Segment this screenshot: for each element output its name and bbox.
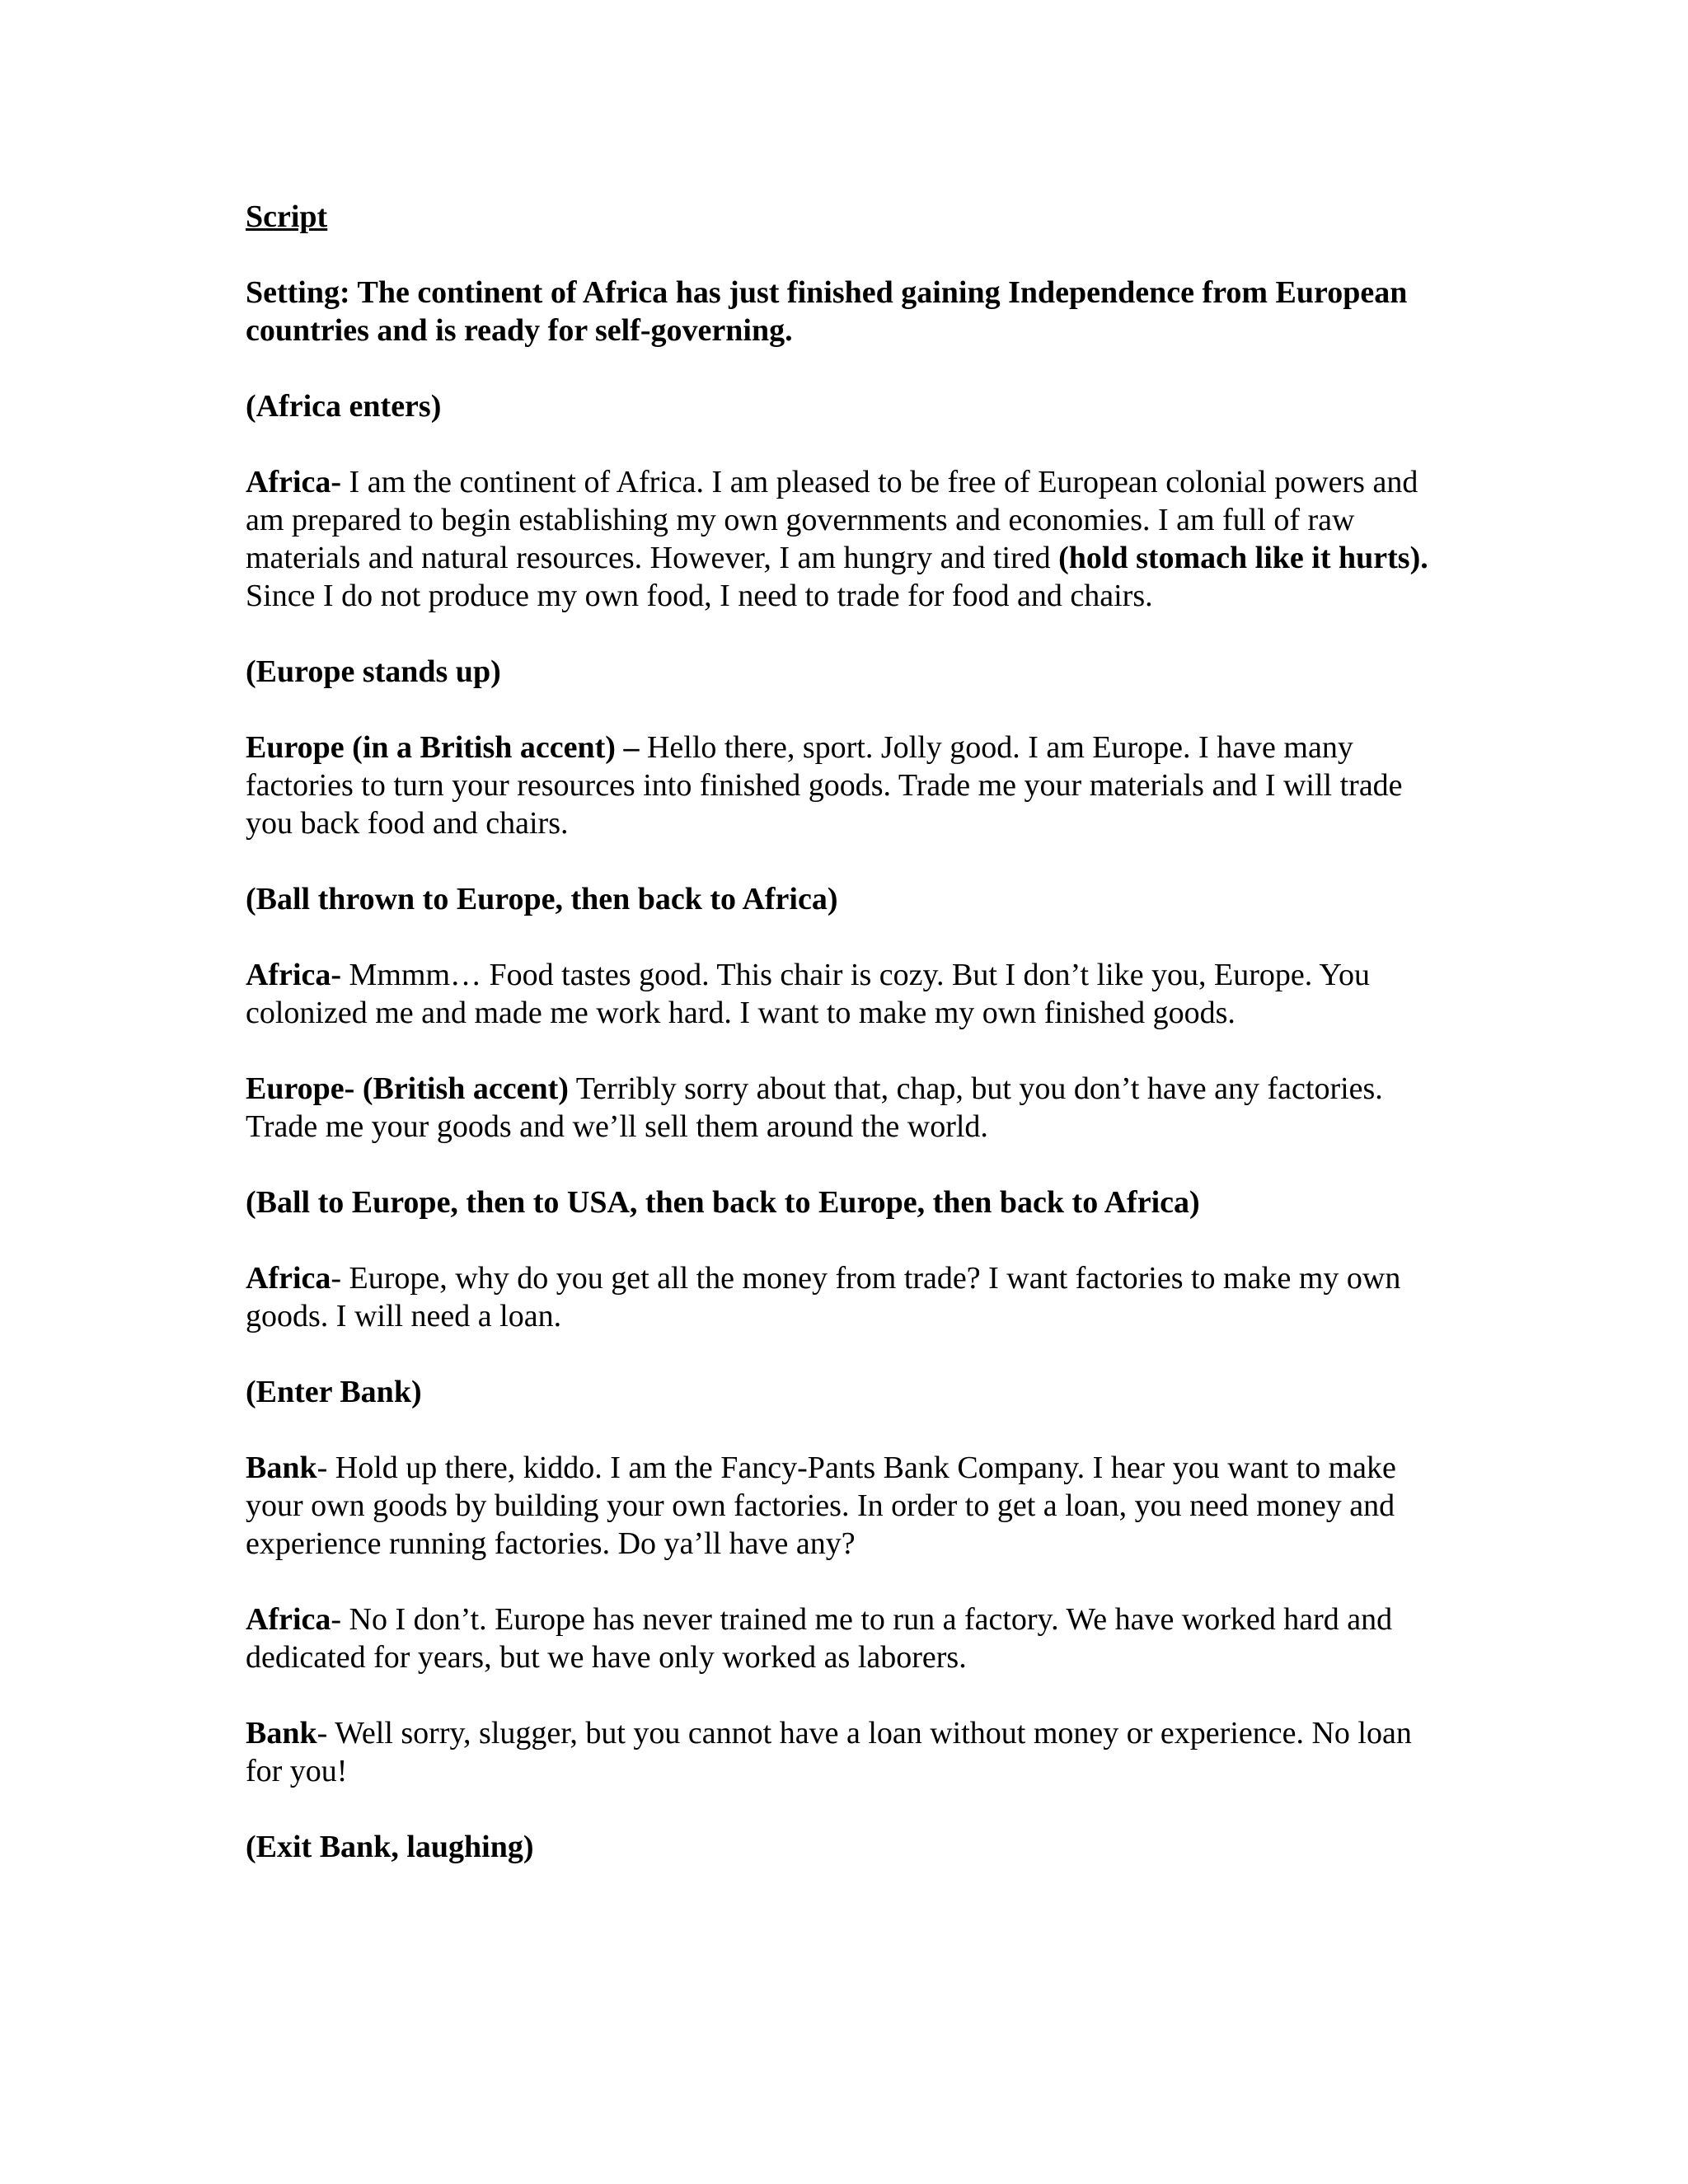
speaker-name: Bank [246, 1451, 317, 1485]
stage-direction: (Enter Bank) [246, 1375, 422, 1409]
stage-direction: (Ball to Europe, then to USA, then back to Europe, then back to Africa) [246, 1185, 1200, 1220]
dialogue-text: Terribly sorry about that, chap, but you don’t have any factories. Trade me your goods and we’ll sell them around the world. [246, 1071, 1383, 1144]
dialogue-text: Since I do not produce my own food, I need to trade for food and chairs. [246, 579, 1153, 613]
dialogue-line [246, 1449, 1432, 1563]
dialogue-text: Hello there, sport. Jolly good. I am Europe. I have many factories to turn your resources into finished goods. Trade me your materials and I will trade you back food and chairs. [246, 730, 1403, 841]
dialogue-line [246, 1714, 1432, 1790]
setting-paragraph: Setting: The continent of Africa has just finished gaining Independence from European countries and is ready for self-governing. [246, 275, 1408, 348]
stage-direction: (Exit Bank, laughing) [246, 1830, 534, 1864]
speaker-name: Africa- [246, 958, 342, 992]
script-blocks [246, 387, 1432, 1866]
dialogue-text: - Hold up there, kiddo. I am the Fancy-Pants Bank Company. I hear you want to make your own goods by building your own factories. In order to get a loan, you need money and experience running factories. Do ya’ll have any? [246, 1451, 1396, 1561]
dialogue-text: - No I don’t. Europe has never trained me to run a factory. We have worked hard and dedicated for years, but we have only worked as laborers. [246, 1602, 1393, 1675]
dialogue-line [246, 729, 1432, 842]
dialogue-line [246, 1601, 1432, 1676]
stage-note: (hold stomach like it hurts). [1058, 541, 1428, 575]
dialogue-line [246, 1070, 1432, 1146]
dialogue-text: - Well sorry, slugger, but you cannot have a loan without money or experience. No loan for you! [246, 1716, 1412, 1788]
stage-direction: (Europe stands up) [246, 654, 501, 689]
speaker-name: Africa [246, 1261, 331, 1296]
stage-direction: (Africa enters) [246, 389, 442, 424]
speaker-name: Europe- (British accent) [246, 1071, 569, 1106]
speaker-name: Bank [246, 1716, 317, 1750]
speaker-name: Africa [246, 1602, 331, 1637]
stage-direction: (Ball thrown to Europe, then back to Africa) [246, 882, 838, 916]
dialogue-line [246, 956, 1432, 1032]
page-title: Script [246, 199, 328, 234]
dialogue-text: - Europe, why do you get all the money from trade? I want factories to make my own goods. I will need a loan. [246, 1261, 1401, 1333]
speaker-name: Europe (in a British accent) – [246, 730, 640, 765]
script-content [246, 198, 1432, 1904]
dialogue-line [246, 1259, 1432, 1335]
dialogue-text: I am the continent of Africa. I am pleased to be free of European colonial powers and am prepared to begin establishing my own governments and economies. I am full of raw materials and natural resources. However, I am hungry and tired [246, 465, 1418, 575]
speaker-name: Africa- [246, 465, 342, 499]
dialogue-line [246, 463, 1432, 615]
dialogue-text: Mmmm… Food tastes good. This chair is cozy. But I don’t like you, Europe. You colonized me and made me work hard. I want to make my own finished goods. [246, 958, 1371, 1030]
